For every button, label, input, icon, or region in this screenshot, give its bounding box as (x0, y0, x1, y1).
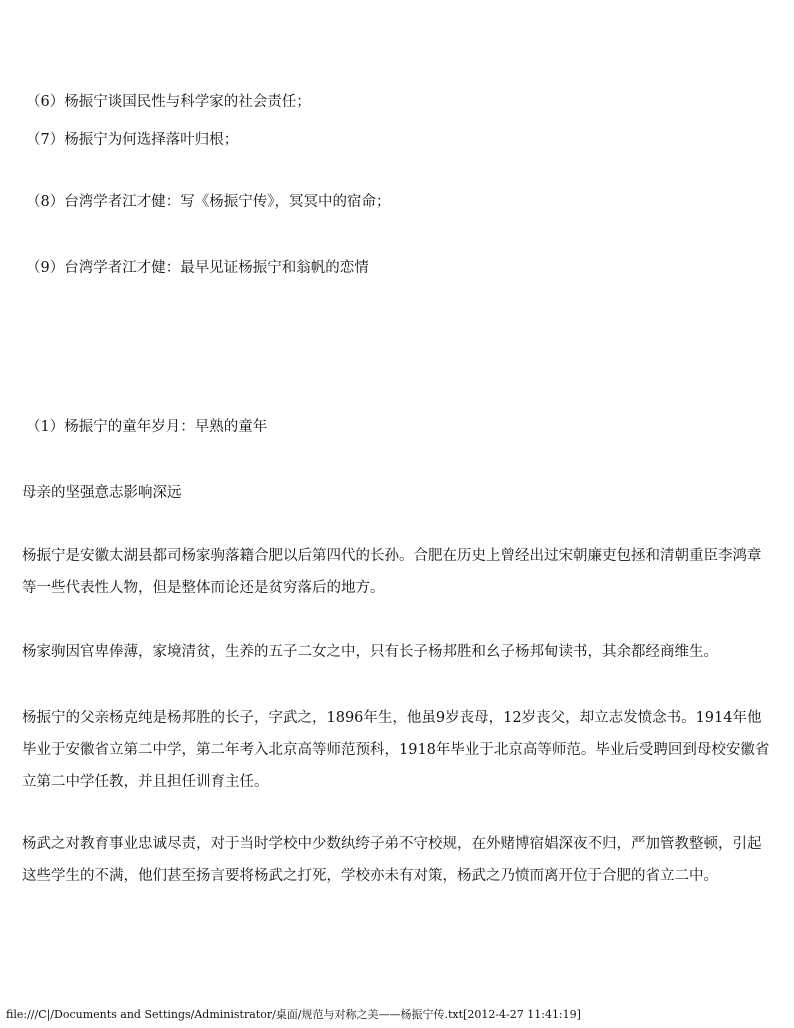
toc-item-7: （7）杨振宁为何选择落叶归根； (26, 132, 239, 148)
subtitle: 母亲的坚强意志影响深远 (22, 485, 182, 501)
paragraph-1: 杨振宁是安徽太湖县都司杨家驹落籍合肥以后第四代的长孙。合肥在历史上曾经出过宋朝廉吏包拯和清朝重臣李鸿章等一些代表性人物，但是整体而论还是贫穷落后的地方。 (22, 548, 762, 596)
section-title: （1）杨振宁的童年岁月：早熟的童年 (26, 419, 268, 435)
file-path-footer: file:///C|/Documents and Settings/Administrator/桌面/规范与对称之美——杨振宁传.txt[2012-4-27 11:41:19] (6, 1008, 581, 1021)
paragraph-2: 杨家驹因官卑俸薄，家境清贫，生养的五子二女之中，只有长子杨邦胜和幺子杨邦甸读书，其余都经商维生。 (22, 644, 718, 660)
paragraph-3: 杨振宁的父亲杨克纯是杨邦胜的长子，字武之，1896年生，他虽9岁丧母，12岁丧父，却立志发愤念书。1914年他毕业于安徽省立第二中学，第二年考入北京高等师范预科，1918年毕业于北京高等师范。毕业后受聘回到母校安徽省立第二中学任教，并且担任训育主任。 (22, 710, 770, 790)
toc-item-8: （8）台湾学者江才健：写《杨振宁传》，冥冥中的宿命； (26, 194, 391, 210)
toc-item-9: （9）台湾学者江才健：最早见证杨振宁和翁帆的恋情 (26, 260, 369, 276)
toc-item-6: （6）杨振宁谈国民性与科学家的社会责任； (26, 94, 311, 110)
paragraph-4: 杨武之对教育事业忠诚尽责，对于当时学校中少数纨绔子弟不守校规，在外赌博宿娼深夜不归，严加管教整顿，引起这些学生的不满，他们甚至扬言要将杨武之打死，学校亦未有对策，杨武之乃愤而离开位于合肥的省立二中。 (22, 836, 762, 884)
